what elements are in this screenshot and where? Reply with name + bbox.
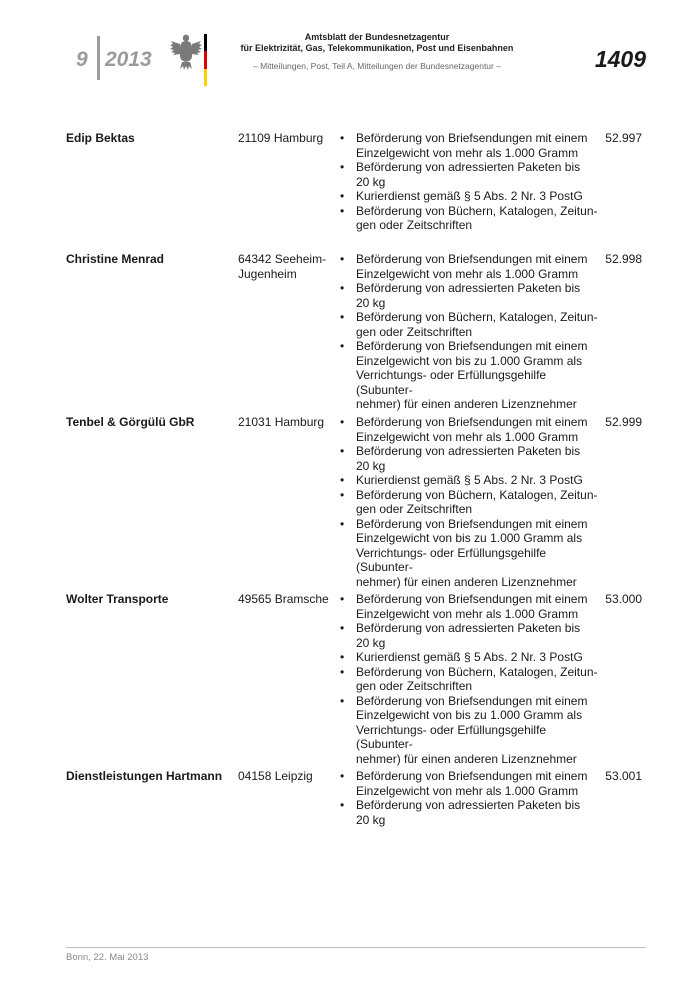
footer-divider xyxy=(66,947,646,948)
service-item xyxy=(340,339,602,412)
licensee-name: Dienstleistungen Hartmann xyxy=(66,769,223,783)
service-line: 20 kg xyxy=(356,635,386,650)
licensee-name: Edip Bektas xyxy=(66,131,135,145)
service-line: Beförderung von adressierten Paketen bis xyxy=(356,160,581,174)
service-line: Beförderung von adressierten Paketen bis xyxy=(356,621,581,635)
bullet-icon: • xyxy=(340,621,345,635)
license-number: 53.001 xyxy=(605,769,642,783)
bullet-icon: • xyxy=(340,160,345,174)
section-label: – Mitteilungen, Post, Teil A, Mitteilungen der Bundesnetzagentur – xyxy=(253,61,501,71)
service-line: gen oder Zeitschriften xyxy=(356,502,473,516)
bullet-icon: • xyxy=(340,769,345,783)
licensee-location: 21031 Hamburg xyxy=(238,415,325,429)
service-item xyxy=(340,204,602,233)
bullet-icon: • xyxy=(340,281,345,295)
bullet-icon: • xyxy=(340,339,345,353)
bullet-icon: • xyxy=(340,516,345,531)
service-line: nehmer) für einen anderen Lizenznehmer xyxy=(356,574,577,589)
service-line: gen oder Zeitschriften xyxy=(356,679,473,693)
service-line: Beförderung von Briefsendungen mit einem xyxy=(356,252,588,266)
service-item xyxy=(340,769,602,798)
license-number: 52.999 xyxy=(605,415,642,429)
service-line: Einzelgewicht von mehr als 1.000 Gramm xyxy=(356,145,579,160)
service-line: 20 kg xyxy=(356,812,386,827)
service-line: Verrichtungs- oder Erfüllungsgehilfe (Subunter- xyxy=(356,722,547,751)
licensee-name: Wolter Transporte xyxy=(66,592,169,606)
flag-stripe-black xyxy=(204,34,207,51)
service-list xyxy=(340,769,602,827)
service-list xyxy=(340,252,602,412)
bullet-icon: • xyxy=(340,310,345,324)
bullet-icon: • xyxy=(340,444,345,458)
service-line: 20 kg xyxy=(356,295,386,310)
service-line: Kurierdienst gemäß § 5 Abs. 2 Nr. 3 PostG xyxy=(356,189,583,203)
service-item xyxy=(340,189,602,204)
service-line: Einzelgewicht von bis zu 1.000 Gramm als xyxy=(356,531,583,545)
flag-stripe-red xyxy=(204,51,207,68)
bullet-icon: • xyxy=(340,592,345,606)
service-item xyxy=(340,473,602,488)
service-item xyxy=(340,488,602,517)
licensee-location: 21109 Hamburg xyxy=(238,131,324,145)
licensee-location: 04158 Leipzig xyxy=(238,769,313,783)
service-item xyxy=(340,665,602,694)
issue-divider xyxy=(97,36,100,80)
service-line: Beförderung von Briefsendungen mit einem xyxy=(356,769,588,783)
service-line: Beförderung von Büchern, Katalogen, Zeitun- xyxy=(356,664,598,679)
bullet-icon: • xyxy=(340,487,345,502)
service-line: nehmer) für einen anderen Lizenznehmer xyxy=(356,751,577,766)
service-line: Beförderung von Briefsendungen mit einem xyxy=(356,415,588,429)
licensee-name: Christine Menrad xyxy=(66,252,165,266)
service-item xyxy=(340,650,602,665)
service-line: 20 kg xyxy=(356,174,386,189)
bullet-icon: • xyxy=(340,473,345,487)
service-line: 20 kg xyxy=(356,458,386,473)
service-list xyxy=(340,592,602,766)
bullet-icon: • xyxy=(340,650,345,664)
service-item xyxy=(340,131,602,160)
service-item xyxy=(340,160,602,189)
service-item xyxy=(340,415,602,444)
license-number: 52.998 xyxy=(605,252,642,266)
service-line: Beförderung von Briefsendungen mit einem xyxy=(356,339,588,353)
service-line: Verrichtungs- oder Erfüllungsgehilfe (Subunter- xyxy=(356,545,547,574)
license-number: 52.997 xyxy=(605,131,642,145)
bullet-icon: • xyxy=(340,203,345,218)
location-line: Jugenheim xyxy=(238,266,297,281)
service-line: Beförderung von Büchern, Katalogen, Zeitun- xyxy=(356,310,598,324)
service-item xyxy=(340,252,602,281)
service-line: Einzelgewicht von mehr als 1.000 Gramm xyxy=(356,266,579,281)
bullet-icon: • xyxy=(340,252,345,266)
service-line: gen oder Zeitschriften xyxy=(356,324,473,339)
service-item xyxy=(340,798,602,827)
licensee-name: Tenbel & Görgülü GbR xyxy=(66,415,195,429)
service-list xyxy=(340,131,602,233)
flag-stripe-gold xyxy=(204,69,207,86)
service-line: Einzelgewicht von mehr als 1.000 Gramm xyxy=(356,429,579,444)
service-line: Kurierdienst gemäß § 5 Abs. 2 Nr. 3 PostG xyxy=(356,473,583,487)
service-list xyxy=(340,415,602,589)
license-number: 53.000 xyxy=(605,592,642,606)
federal-eagle-icon xyxy=(169,31,203,71)
service-line: Beförderung von Briefsendungen mit einem xyxy=(356,693,588,708)
flag-stripe xyxy=(204,34,207,86)
bullet-icon: • xyxy=(340,131,345,145)
publication-title: Amtsblatt der Bundesnetzagentur xyxy=(304,32,450,42)
page-header xyxy=(0,0,700,90)
service-item xyxy=(340,281,602,310)
service-line: nehmer) für einen anderen Lizenznehmer xyxy=(356,397,577,411)
service-line: Einzelgewicht von bis zu 1.000 Gramm als xyxy=(356,353,583,368)
bullet-icon: • xyxy=(340,693,345,708)
service-item xyxy=(340,592,602,621)
bullet-icon: • xyxy=(340,798,345,812)
service-line: Einzelgewicht von mehr als 1.000 Gramm xyxy=(356,783,579,798)
service-line: Beförderung von Briefsendungen mit einem xyxy=(356,131,588,145)
service-line: Beförderung von Briefsendungen mit einem xyxy=(356,516,588,531)
service-line: Beförderung von adressierten Paketen bis xyxy=(356,444,581,458)
service-line: Einzelgewicht von mehr als 1.000 Gramm xyxy=(356,606,579,621)
service-line: Beförderung von Briefsendungen mit einem xyxy=(356,592,588,606)
service-line: Beförderung von adressierten Paketen bis xyxy=(356,281,581,295)
location-line: 64342 Seeheim- xyxy=(238,252,327,266)
page-number: 1409 xyxy=(594,46,646,72)
bullet-icon: • xyxy=(340,664,345,679)
service-line: gen oder Zeitschriften xyxy=(356,218,473,232)
issue-number: 9 xyxy=(76,48,88,71)
service-line: Einzelgewicht von bis zu 1.000 Gramm als xyxy=(356,708,583,722)
service-line: Verrichtungs- oder Erfüllungsgehilfe (Subunter- xyxy=(356,368,547,397)
bullet-icon: • xyxy=(340,415,345,429)
service-line: Beförderung von Büchern, Katalogen, Zeitun- xyxy=(356,487,598,502)
service-item xyxy=(340,310,602,339)
publication-subtitle: für Elektrizität, Gas, Telekommunikation, Post und Eisenbahnen xyxy=(240,43,514,53)
licensee-location: 49565 Bramsche xyxy=(238,592,329,606)
service-line: Kurierdienst gemäß § 5 Abs. 2 Nr. 3 PostG xyxy=(356,650,583,664)
service-line: Beförderung von Büchern, Katalogen, Zeitun- xyxy=(356,203,598,218)
service-item xyxy=(340,517,602,590)
service-item xyxy=(340,694,602,767)
service-item xyxy=(340,444,602,473)
bullet-icon: • xyxy=(340,189,345,203)
footer-date: Bonn, 22. Mai 2013 xyxy=(66,952,149,963)
service-line: Beförderung von adressierten Paketen bis xyxy=(356,798,581,812)
licensee-location xyxy=(238,252,333,281)
service-item xyxy=(340,621,602,650)
issue-year: 2013 xyxy=(105,48,152,71)
